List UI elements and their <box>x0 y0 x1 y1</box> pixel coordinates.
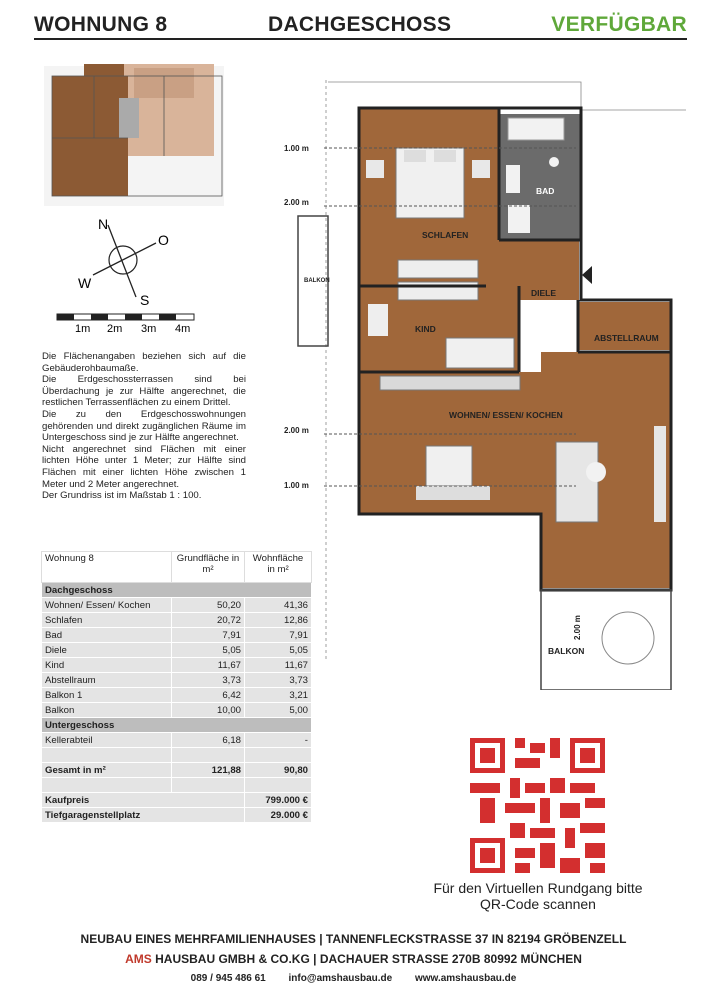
footer-project: NEUBAU EINES MEHRFAMILIENHAUSES | TANNENFLECKSTRASSE 37 IN 82194 GRÖBENZELL <box>80 932 627 946</box>
row-name: Balkon <box>42 703 172 718</box>
qr-caption-line1: Für den Virtuellen Rundgang bitte <box>433 880 643 896</box>
label-diele: DIELE <box>531 288 557 298</box>
height-1: 1.00 m <box>284 144 309 153</box>
footer-company <box>0 952 707 966</box>
label-kind: KIND <box>415 324 436 334</box>
row-grund: 6,18 <box>172 733 245 748</box>
row-wohn: 3,73 <box>245 673 312 688</box>
parking-value: 29.000 € <box>245 808 312 823</box>
parking-row <box>42 808 312 823</box>
row-grund: 7,91 <box>172 628 245 643</box>
row-wohn: 7,91 <box>245 628 312 643</box>
balcony-bottom <box>541 590 671 690</box>
row-name: Bad <box>42 628 172 643</box>
compass-s: S <box>140 292 150 308</box>
row-grund: 3,73 <box>172 673 245 688</box>
header-grundflaeche: Grundfläche in m² <box>172 552 245 583</box>
section-dachgeschoss: Dachgeschoss <box>42 583 312 598</box>
qr-code[interactable] <box>470 738 605 873</box>
total-wohn: 90,80 <box>245 763 312 778</box>
spacer-row <box>42 748 312 763</box>
price-row <box>42 793 312 808</box>
total-row <box>42 763 312 778</box>
header-wohnflaeche: Wohnfläche in m² <box>245 552 312 583</box>
row-grund: 5,05 <box>172 643 245 658</box>
floor-plan <box>276 70 686 690</box>
row-wohn: 41,36 <box>245 598 312 613</box>
floor-title: DACHGESCHOSS <box>268 13 452 36</box>
label-bad: BAD <box>536 186 555 196</box>
label-balkon-bottom: BALKON <box>548 646 585 656</box>
total-name: Gesamt in m² <box>42 763 172 778</box>
row-name: Balkon 1 <box>42 688 172 703</box>
label-abstellraum: ABSTELLRAUM <box>594 333 659 343</box>
row-grund: 6,42 <box>172 688 245 703</box>
table-row <box>42 658 312 673</box>
note-line: Die Erdgeschossterrassen sind bei Überdachung je zur Hälfte angerechnet, die restlichen Terrassenflächen zu einem Drittel. <box>42 374 246 409</box>
height-3: 2.00 m <box>284 426 309 435</box>
height-2: 2.00 m <box>284 198 309 207</box>
compass-w: W <box>78 275 92 291</box>
table-header <box>42 552 312 583</box>
row-grund: 11,67 <box>172 658 245 673</box>
qr-caption-line2: QR-Code scannen <box>480 896 596 912</box>
overview-unit-highlight <box>52 76 128 196</box>
note-line: Die Flächenangaben beziehen sich auf die Gebäuderohbaumaße. <box>42 351 246 374</box>
compass <box>70 213 180 308</box>
label-schlafen: SCHLAFEN <box>422 230 469 240</box>
row-wohn: - <box>245 733 312 748</box>
table-row <box>42 643 312 658</box>
row-name: Wohnen/ Essen/ Kochen <box>42 598 172 613</box>
row-name: Kellerabteil <box>42 733 172 748</box>
entrance-arrow <box>582 266 592 284</box>
note-line: Der Grundriss ist im Maßstab 1 : 100. <box>42 490 202 502</box>
compass-n: N <box>98 216 109 232</box>
row-name: Abstellraum <box>42 673 172 688</box>
height-5: 2.00 m <box>573 615 582 640</box>
row-grund: 50,20 <box>172 598 245 613</box>
row-name: Kind <box>42 658 172 673</box>
row-wohn: 3,21 <box>245 688 312 703</box>
qr-caption <box>405 880 671 912</box>
table-row <box>42 703 312 718</box>
table-row <box>42 673 312 688</box>
row-grund: 10,00 <box>172 703 245 718</box>
status-label: VERFÜGBAR <box>551 13 687 36</box>
company-logo: AMS <box>125 952 152 966</box>
scale-1m: 1m <box>75 323 91 335</box>
row-grund: 20,72 <box>172 613 245 628</box>
row-wohn: 5,00 <box>245 703 312 718</box>
footer-email[interactable]: info@amshausbau.de <box>288 973 393 984</box>
note-line: Die zu den Erdgeschosswohnungen gehörenden und direkt zugänglichen Räume im Untergeschoss sind je zur Hälfte angerechnet. <box>42 408 246 444</box>
company-address: HAUSBAU GMBH & CO.KG | DACHAUER STRASSE 270B 80992 MÜNCHEN <box>155 952 582 966</box>
total-grund: 121,88 <box>172 763 245 778</box>
price-label: Kaufpreis <box>42 793 245 808</box>
label-wohnen: WOHNEN/ ESSEN/ KOCHEN <box>449 410 563 420</box>
footer-contact <box>0 973 707 984</box>
table-row <box>42 613 312 628</box>
table-row <box>42 598 312 613</box>
table-row <box>42 733 312 748</box>
scale-bar <box>55 312 205 336</box>
row-wohn: 5,05 <box>245 643 312 658</box>
scale-2m: 2m <box>107 323 123 335</box>
parking-label: Tiefgaragenstellplatz <box>42 808 245 823</box>
row-name: Schlafen <box>42 613 172 628</box>
label-balkon-left: BALKON <box>304 278 330 284</box>
header-unit: Wohnung 8 <box>42 552 172 583</box>
compass-o: O <box>158 232 169 248</box>
table-row <box>42 688 312 703</box>
page-header <box>34 10 687 40</box>
scale-3m: 3m <box>141 323 157 335</box>
table-row <box>42 628 312 643</box>
spacer-row <box>42 778 312 793</box>
height-4: 1.00 m <box>284 481 309 490</box>
price-value: 799.000 € <box>245 793 312 808</box>
row-wohn: 11,67 <box>245 658 312 673</box>
row-name: Diele <box>42 643 172 658</box>
area-table <box>41 551 312 823</box>
note-line: Nicht angerechnet sind Flächen mit einer lichten Höhe unter 1 Meter; zur Hälfte sind Flächen mit einer lichten Höhe zwischen 1 Meter und 2 Meter angerechnet. <box>42 443 246 490</box>
footer-web[interactable]: www.amshausbau.de <box>414 973 517 984</box>
row-wohn: 12,86 <box>245 613 312 628</box>
unit-title: WOHNUNG 8 <box>34 13 168 36</box>
section-untergeschoss: Untergeschoss <box>42 718 312 733</box>
footer-phone[interactable]: 089 / 945 486 61 <box>190 973 266 984</box>
overview-plan <box>34 58 234 213</box>
scale-4m: 4m <box>175 323 191 335</box>
area-notes <box>42 351 246 502</box>
